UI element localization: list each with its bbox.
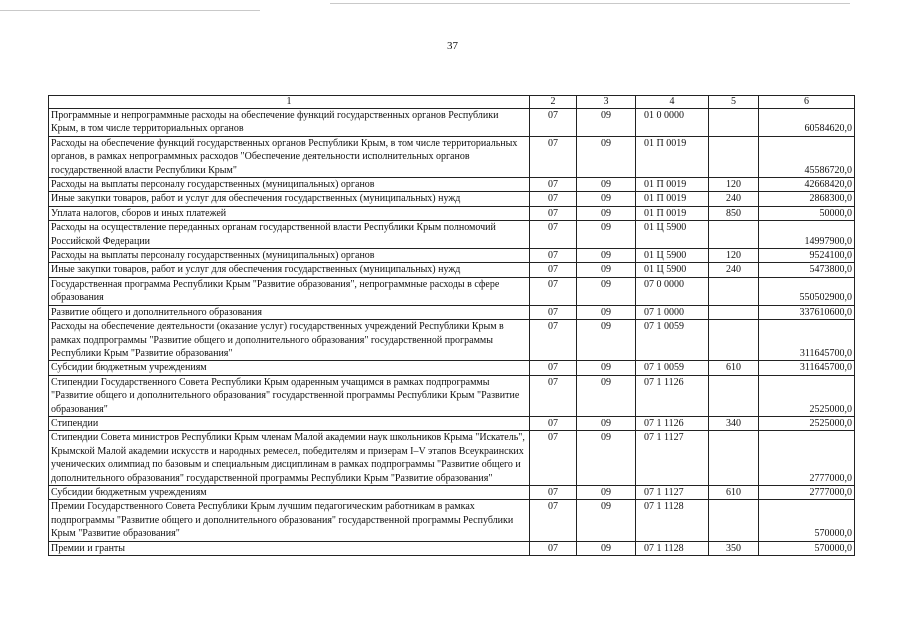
table-row: [49, 431, 855, 486]
section-code-cell: 07: [530, 221, 577, 249]
table-body: [49, 109, 855, 556]
amount-cell: 2777000,0: [759, 485, 855, 499]
section-code-cell: 07: [530, 109, 577, 137]
subsection-code-cell: 09: [577, 375, 636, 416]
expense-name-cell: Субсидии бюджетным учреждениям: [49, 485, 530, 499]
amount-cell: 50000,0: [759, 206, 855, 220]
column-header: 3: [577, 96, 636, 109]
section-code-cell: 07: [530, 178, 577, 192]
amount-cell: 2868300,0: [759, 192, 855, 206]
expense-name-cell: Стипендии Совета министров Республики Крым членам Малой академии наук школьников Крыма "Искатель", Крымской Малой академии искусств и народных ремесел, победителям и призерам I–V этапов Всеукраинских ученических олимпиад по базовым и специальным дисциплинам в рамках подпрограммы "Развитие общего и дополнительного образования" государственной программы Республики Крым "Развитие образования": [49, 431, 530, 486]
expense-type-cell: [709, 221, 759, 249]
table-row: [49, 320, 855, 361]
target-article-cell: 07 1 1127: [636, 485, 709, 499]
section-code-cell: 07: [530, 416, 577, 430]
amount-cell: 2525000,0: [759, 416, 855, 430]
expense-type-cell: [709, 500, 759, 541]
table-row: [49, 541, 855, 555]
section-code-cell: 07: [530, 485, 577, 499]
section-code-cell: 07: [530, 206, 577, 220]
expense-name-cell: Расходы на осуществление переданных органам государственной власти Республики Крым полномочий Российской Федерации: [49, 221, 530, 249]
target-article-cell: 07 1 0000: [636, 305, 709, 319]
table-row: [49, 416, 855, 430]
section-code-cell: 07: [530, 277, 577, 305]
amount-cell: 311645700,0: [759, 361, 855, 375]
subsection-code-cell: 09: [577, 206, 636, 220]
section-code-cell: 07: [530, 500, 577, 541]
target-article-cell: 01 П 0019: [636, 178, 709, 192]
target-article-cell: 01 П 0019: [636, 192, 709, 206]
expense-name-cell: Развитие общего и дополнительного образования: [49, 305, 530, 319]
amount-cell: 5473800,0: [759, 263, 855, 277]
amount-cell: 311645700,0: [759, 320, 855, 361]
expense-name-cell: Расходы на обеспечение деятельности (оказание услуг) государственных учреждений Республики Крым в рамках подпрограммы "Развитие общего и дополнительного образования" государственной программы Республики Крым "Развитие образования": [49, 320, 530, 361]
subsection-code-cell: 09: [577, 277, 636, 305]
section-code-cell: 07: [530, 249, 577, 263]
column-header: 1: [49, 96, 530, 109]
subsection-code-cell: 09: [577, 416, 636, 430]
amount-cell: 45586720,0: [759, 136, 855, 177]
expense-name-cell: Расходы на выплаты персоналу государственных (муниципальных) органов: [49, 249, 530, 263]
amount-cell: 570000,0: [759, 541, 855, 555]
section-code-cell: 07: [530, 541, 577, 555]
expense-name-cell: Премии Государственного Совета Республики Крым лучшим педагогическим работникам в рамках подпрограммы "Развитие общего и дополнительного образования" государственной программы Республики Крым "Развитие образования": [49, 500, 530, 541]
target-article-cell: 01 П 0019: [636, 136, 709, 177]
page-number: 37: [447, 40, 458, 52]
target-article-cell: 01 0 0000: [636, 109, 709, 137]
section-code-cell: 07: [530, 192, 577, 206]
table-row: [49, 305, 855, 319]
subsection-code-cell: 09: [577, 249, 636, 263]
expense-type-cell: 340: [709, 416, 759, 430]
target-article-cell: 07 1 0059: [636, 320, 709, 361]
amount-cell: 42668420,0: [759, 178, 855, 192]
expense-name-cell: Премии и гранты: [49, 541, 530, 555]
expense-type-cell: 610: [709, 361, 759, 375]
table-row: [49, 375, 855, 416]
table-row: [49, 136, 855, 177]
column-header: 6: [759, 96, 855, 109]
column-header: 4: [636, 96, 709, 109]
expense-type-cell: 850: [709, 206, 759, 220]
table-header-row: [49, 96, 855, 109]
amount-cell: 9524100,0: [759, 249, 855, 263]
expense-type-cell: [709, 320, 759, 361]
expense-name-cell: Расходы на обеспечение функций государственных органов Республики Крым, в том числе территориальных органов, в рамках непрограммных расходов "Обеспечение деятельности исполнительных органов государственной власти Республики Крым": [49, 136, 530, 177]
table-row: [49, 206, 855, 220]
target-article-cell: 07 1 0059: [636, 361, 709, 375]
budget-table: [48, 95, 855, 556]
subsection-code-cell: 09: [577, 541, 636, 555]
expense-type-cell: [709, 277, 759, 305]
table-row: [49, 249, 855, 263]
table-row: [49, 485, 855, 499]
section-code-cell: 07: [530, 263, 577, 277]
expense-name-cell: Программные и непрограммные расходы на обеспечение функций государственных органов Республики Крым, в том числе территориальных органов: [49, 109, 530, 137]
expense-name-cell: Субсидии бюджетным учреждениям: [49, 361, 530, 375]
table-row: [49, 178, 855, 192]
target-article-cell: 07 1 1128: [636, 541, 709, 555]
amount-cell: 2525000,0: [759, 375, 855, 416]
section-code-cell: 07: [530, 431, 577, 486]
scan-artifact-line: [330, 3, 850, 4]
subsection-code-cell: 09: [577, 178, 636, 192]
subsection-code-cell: 09: [577, 192, 636, 206]
target-article-cell: 01 П 0019: [636, 206, 709, 220]
table-row: [49, 192, 855, 206]
amount-cell: 14997900,0: [759, 221, 855, 249]
amount-cell: 2777000,0: [759, 431, 855, 486]
expense-type-cell: [709, 375, 759, 416]
table-row: [49, 109, 855, 137]
target-article-cell: 07 1 1127: [636, 431, 709, 486]
target-article-cell: 07 1 1126: [636, 416, 709, 430]
target-article-cell: 01 Ц 5900: [636, 221, 709, 249]
section-code-cell: 07: [530, 136, 577, 177]
column-header: 5: [709, 96, 759, 109]
target-article-cell: 07 1 1128: [636, 500, 709, 541]
expense-type-cell: 120: [709, 249, 759, 263]
table-row: [49, 277, 855, 305]
subsection-code-cell: 09: [577, 136, 636, 177]
table-row: [49, 500, 855, 541]
scan-artifact-line: [0, 10, 260, 11]
amount-cell: 337610600,0: [759, 305, 855, 319]
expense-name-cell: Государственная программа Республики Крым "Развитие образования", непрограммные расходы в сфере образования: [49, 277, 530, 305]
target-article-cell: 01 Ц 5900: [636, 263, 709, 277]
section-code-cell: 07: [530, 305, 577, 319]
amount-cell: 570000,0: [759, 500, 855, 541]
expense-name-cell: Расходы на выплаты персоналу государственных (муниципальных) органов: [49, 178, 530, 192]
table-row: [49, 361, 855, 375]
expense-type-cell: 120: [709, 178, 759, 192]
expense-name-cell: Уплата налогов, сборов и иных платежей: [49, 206, 530, 220]
subsection-code-cell: 09: [577, 431, 636, 486]
section-code-cell: 07: [530, 361, 577, 375]
table-row: [49, 263, 855, 277]
table-row: [49, 221, 855, 249]
expense-name-cell: Стипендии Государственного Совета Республики Крым одаренным учащимся в рамках подпрограммы "Развитие общего и дополнительного образования" государственной программы Республики Крым "Развитие образования": [49, 375, 530, 416]
target-article-cell: 07 0 0000: [636, 277, 709, 305]
subsection-code-cell: 09: [577, 485, 636, 499]
expense-type-cell: [709, 109, 759, 137]
subsection-code-cell: 09: [577, 320, 636, 361]
expense-type-cell: 240: [709, 263, 759, 277]
subsection-code-cell: 09: [577, 109, 636, 137]
amount-cell: 550502900,0: [759, 277, 855, 305]
column-header: 2: [530, 96, 577, 109]
target-article-cell: 07 1 1126: [636, 375, 709, 416]
target-article-cell: 01 Ц 5900: [636, 249, 709, 263]
subsection-code-cell: 09: [577, 500, 636, 541]
expense-type-cell: 610: [709, 485, 759, 499]
expense-name-cell: Стипендии: [49, 416, 530, 430]
expense-type-cell: [709, 431, 759, 486]
expense-name-cell: Иные закупки товаров, работ и услуг для обеспечения государственных (муниципальных) нужд: [49, 192, 530, 206]
section-code-cell: 07: [530, 320, 577, 361]
expense-type-cell: [709, 305, 759, 319]
expense-type-cell: [709, 136, 759, 177]
amount-cell: 60584620,0: [759, 109, 855, 137]
section-code-cell: 07: [530, 375, 577, 416]
subsection-code-cell: 09: [577, 221, 636, 249]
subsection-code-cell: 09: [577, 305, 636, 319]
expense-type-cell: 240: [709, 192, 759, 206]
subsection-code-cell: 09: [577, 263, 636, 277]
expense-name-cell: Иные закупки товаров, работ и услуг для обеспечения государственных (муниципальных) нужд: [49, 263, 530, 277]
expense-type-cell: 350: [709, 541, 759, 555]
subsection-code-cell: 09: [577, 361, 636, 375]
